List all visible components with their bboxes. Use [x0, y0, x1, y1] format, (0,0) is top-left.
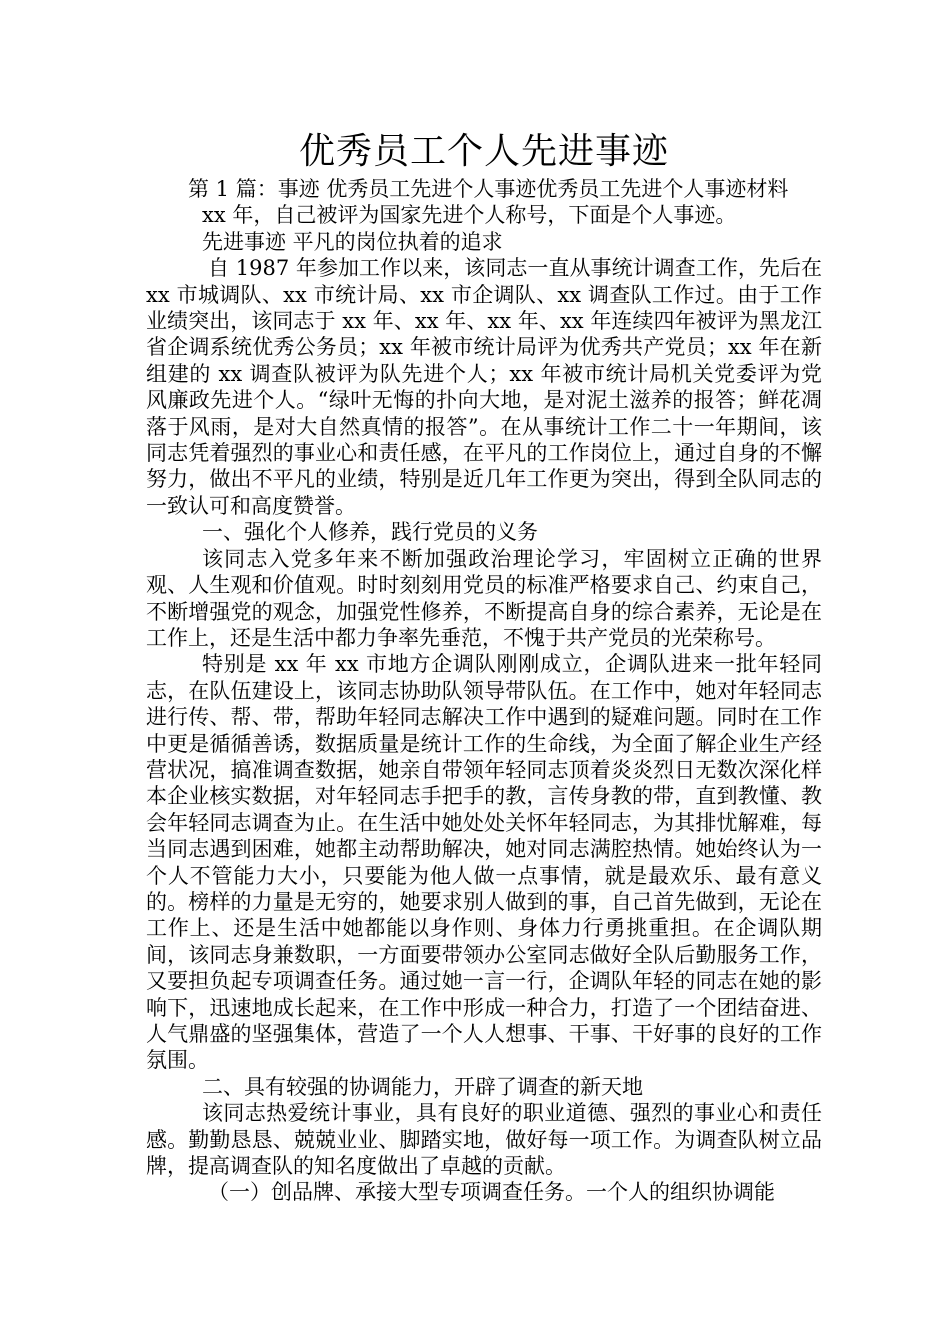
paragraph-body: 自 1987 年参加工作以来，该同志一直从事统计调查工作，先后在 xx 市城调队、xx 市统计局、xx 市企调队、xx 调查队工作过。由于工作业绩突出，该同志于 xx 年、xx 年、xx 年、xx 年连续四年被评为黑龙江省企调系统优秀公务员；xx 年被市统计局评为优秀共产党员；xx 年在新组建的 xx 调查队被评为队先进个人；xx 年被市统计局机关党委评为党风廉政先进个人。“绿叶无悔的扑向大地，是对泥土滋养的报答；鲜花凋落于风雨，是对大自然真情的报答”。在从事统计工作二十一年期间，该同志凭着强烈的事业心和责任感，在平凡的工作岗位上，通过自身的不懈努力，做出不平凡的业绩，特别是近几年工作更为突出，得到全队同志的一致认可和高度赞誉。	[146, 256, 822, 518]
paragraph-intro: xx 年，自己被评为国家先进个人称号，下面是个人事迹。	[202, 203, 737, 228]
document-title: 优秀员工个人先进事迹	[298, 131, 669, 172]
paragraph-body: 该同志热爱统计事业，具有良好的职业道德、强烈的事业心和责任感。勤勤恳恳、兢兢业业、脚踏实地，做好每一项工作。为调查队树立品牌，提高调查队的知名度做出了卓越的贡献。	[146, 1101, 822, 1179]
paragraph-body: 特别是 xx 年 xx 市地方企调队刚刚成立，企调队进来一批年轻同志，在队伍建设上，该同志协助队领导带队伍。在工作中，她对年轻同志进行传、帮、带，帮助年轻同志解决工作中遇到的疑难问题。同时在工作中更是循循善诱，数据质量是统计工作的生命线，为全面了解企业生产经营状况，搞准调查数据，她亲自带领年轻同志顶着炎炎烈日无数次深化样本企业核实数据，对年轻同志手把手的教，言传身教的带，直到教懂、教会年轻同志调查为止。在生活中她处处关怀年轻同志，为其排忧解难，每当同志遇到困难，她都主动帮助解决，她对同志满腔热情。她始终认为一个人不管能力大小，只要能为他人做一点事情，就是最欢乐、最有意义的。榜样的力量是无穷的，她要求别人做到的事，自己首先做到，无论在工作上、还是生活中她都能以身作则、身体力行勇挑重担。在企调队期间，该同志身兼数职，一方面要带领办公室同志做好全队后勤服务工作，又要担负起专项调查任务。通过她一言一行，企调队年轻的同志在她的影响下，迅速地成长起来，在工作中形成一种合力，打造了一个团结奋进、人气鼎盛的坚强集体，营造了一个人人想事、干事、干好事的良好的工作氛围。	[146, 652, 822, 1073]
document-page	[146, 128, 822, 1206]
paragraph-body-truncated: （一）创品牌、承接大型专项调查任务。一个人的组织协调能	[208, 1180, 775, 1205]
section-heading-2: 二、具有较强的协调能力，开辟了调查的新天地	[202, 1074, 643, 1099]
section-heading-1: 一、强化个人修养，践行党员的义务	[202, 520, 538, 545]
paragraph-subtitle: 先进事迹 平凡的岗位执着的追求	[202, 229, 503, 254]
paragraph-body: 该同志入党多年来不断加强政治理论学习，牢固树立正确的世界观、人生观和价值观。时时刻刻用党员的标准严格要求自己、约束自己，不断增强党的观念，加强党性修养，不断提高自身的综合素养，无论是在工作上，还是生活中都力争率先垂范，不愧于共产党员的光荣称号。	[146, 546, 822, 650]
paragraph-chapter-heading: 第 1 篇：事迹 优秀员工先进个人事迹优秀员工先进个人事迹材料	[188, 177, 789, 201]
